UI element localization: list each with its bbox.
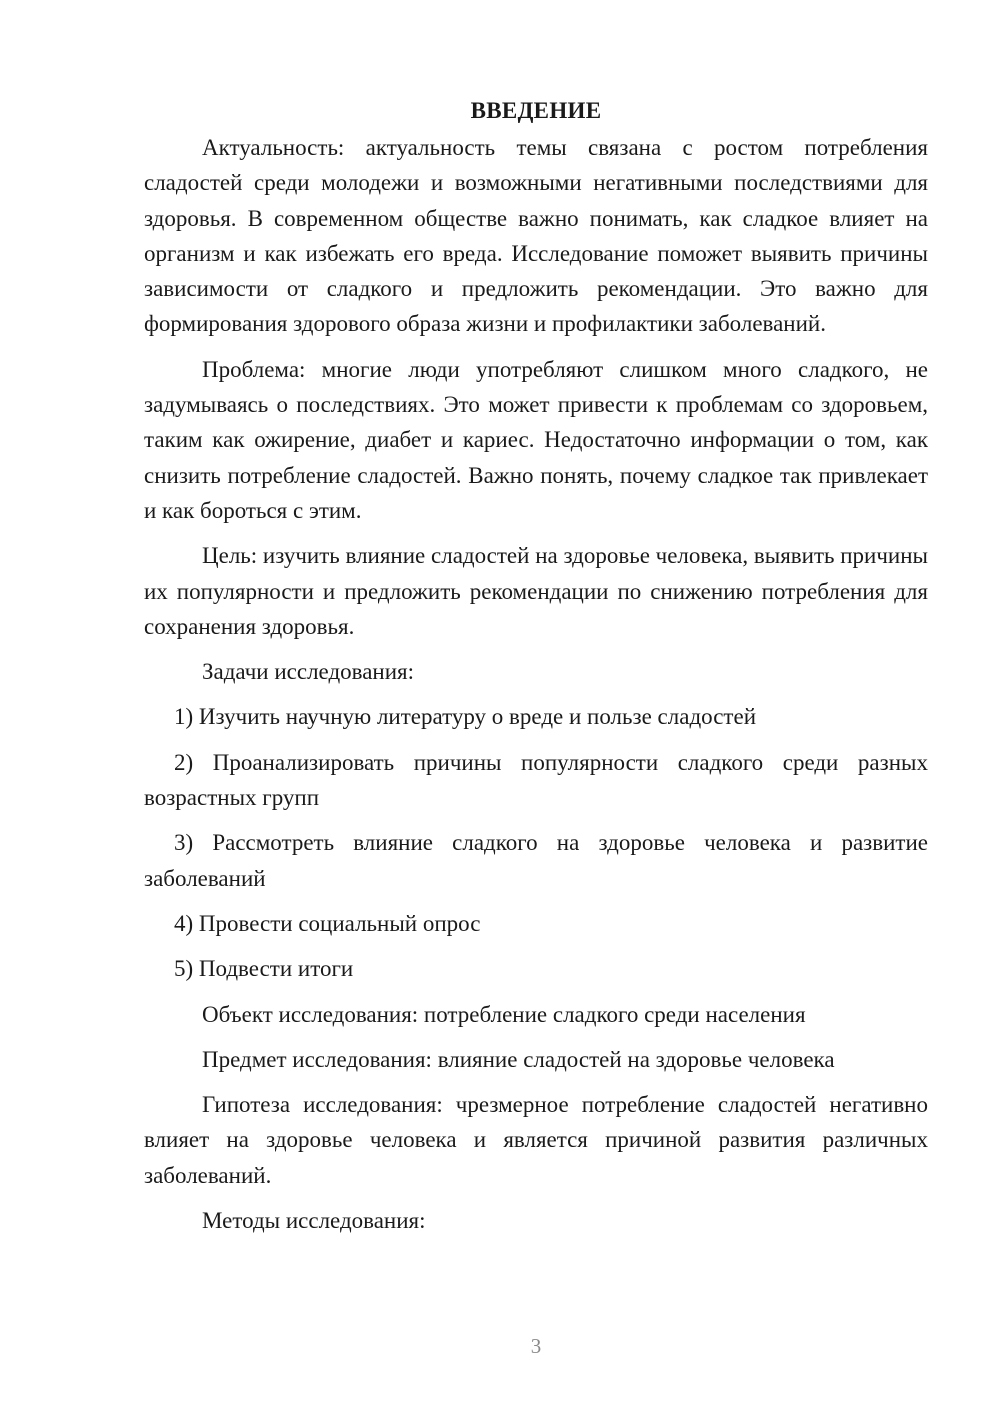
subject-paragraph: Предмет исследования: влияние сладостей на здоровье человека bbox=[202, 1046, 835, 1072]
tasks-heading: Задачи исследования: bbox=[202, 659, 415, 685]
page-title: ВВЕДЕНИЕ bbox=[470, 98, 602, 123]
task-item-4: 4) Провести социальный опрос bbox=[174, 910, 481, 936]
hypothesis-paragraph: Гипотеза исследования: чрезмерное потребление сладостей негативно влияет на здоровье человека и является причиной развития различных заболеваний. bbox=[144, 1092, 928, 1188]
methods-heading: Методы исследования: bbox=[202, 1208, 426, 1234]
task-item-2: 2) Проанализировать причины популярности сладкого среди разных возрастных групп bbox=[144, 749, 928, 811]
document-body bbox=[144, 96, 928, 1248]
task-item-3: 3) Рассмотреть влияние сладкого на здоровье человека и развитие заболеваний bbox=[144, 830, 928, 891]
page-number: 3 bbox=[530, 1334, 542, 1358]
object-paragraph: Объект исследования: потребление сладкого среди населения bbox=[202, 1001, 806, 1027]
task-item-1: 1) Изучить научную литературу о вреде и пользе сладостей bbox=[174, 704, 756, 730]
goal-paragraph: Цель: изучить влияние сладостей на здоровье человека, выявить причины их популярности и предложить рекомендации по снижению потребления для сохранения здоровья. bbox=[144, 543, 928, 639]
task-item-5: 5) Подвести итоги bbox=[174, 956, 354, 982]
problem-paragraph: Проблема: многие люди употребляют слишком много сладкого, не задумываясь о последствиях. Это может привести к проблемам со здоровьем, таким как ожирение, диабет и кариес. Недостаточно информации о том, как снизить потребление сладостей. Важно понять, почему сладкое так привлекает и как бороться с этим. bbox=[144, 356, 928, 523]
relevance-paragraph: Актуальность: актуальность темы связана с ростом потребления сладостей среди молодежи и возможными негативными последствиями для здоровья. В современном обществе важно понимать, как сладкое влияет на организм и как избежать его вреда. Исследование поможет выявить причины зависимости от сладкого и предложить рекомендации. Это важно для формирования здорового образа жизни и профилактики заболеваний. bbox=[144, 135, 928, 337]
